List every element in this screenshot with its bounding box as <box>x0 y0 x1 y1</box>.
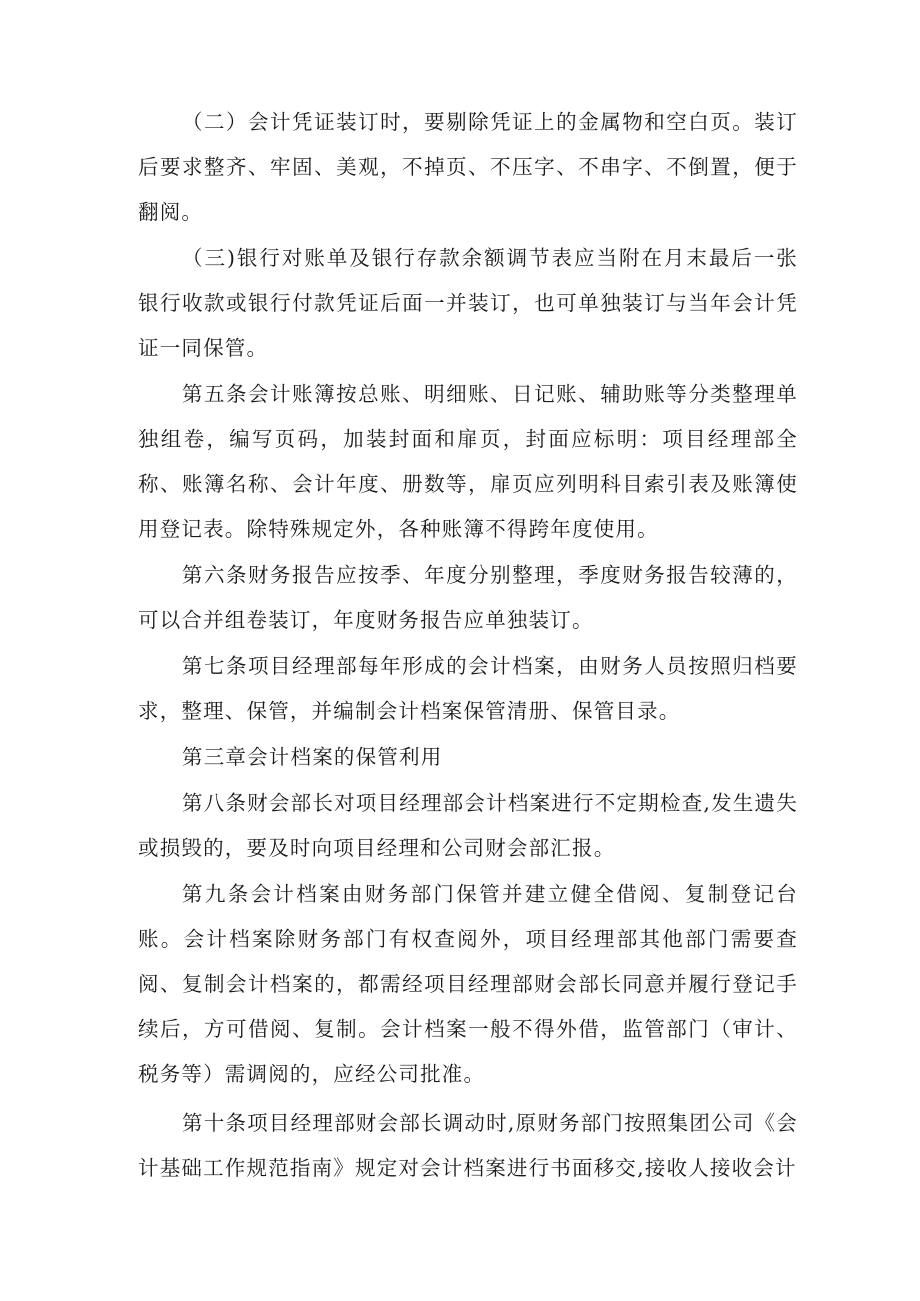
paragraph-article-9: 第九条会计档案由财务部门保管并建立健全借阅、复制登记台账。会计档案除财务部门有权查阅外，项目经理部其他部门需要查阅、复制会计档案的，都需经项目经理部财会部长同意并履行登记手续后，方可借阅、复制。会计档案一般不得外借，监管部门（审计、税务等）需调阅的，应经公司批准。 <box>138 882 798 1086</box>
paragraph-article-8: 第八条财会部长对项目经理部会计档案进行不定期检查,发生遗失或损毁的，要及时向项目经理和公司财会部汇报。 <box>138 791 798 860</box>
paragraph-bank-statement: （三)银行对账单及银行存款余额调节表应当附在月末最后一张银行收款或银行付款凭证后面一并装订，也可单独装订与当年会计凭证一同保管。 <box>138 246 798 360</box>
paragraph-article-10: 第十条项目经理部财会部长调动时,原财务部门按照集团公司《会计基础工作规范指南》规定对会计档案进行书面移交,接收人接收会计 <box>138 1111 798 1180</box>
paragraph-article-6: 第六条财务报告应按季、年度分别整理，季度财务报告较薄的，可以合并组卷装订，年度财务报告应单独装订。 <box>138 563 798 632</box>
paragraph-binding-voucher: （二）会计凭证装订时，要剔除凭证上的金属物和空白页。装订后要求整齐、牢固、美观，不掉页、不压字、不串字、不倒置，便于翻阅。 <box>138 110 798 224</box>
chapter-3-heading: 第三章会计档案的保管利用 <box>182 745 443 769</box>
paragraph-article-5: 第五条会计账簿按总账、明细账、日记账、辅助账等分类整理单独组卷，编写页码，加装封面和扉页，封面应标明：项目经理部全称、账簿名称、会计年度、册数等，扉页应列明科目索引表及账簿使用登记表。除特殊规定外，各种账簿不得跨年度使用。 <box>138 382 798 541</box>
paragraph-article-7: 第七条项目经理部每年形成的会计档案，由财务人员按照归档要求，整理、保管，并编制会计档案保管清册、保管目录。 <box>138 654 798 723</box>
